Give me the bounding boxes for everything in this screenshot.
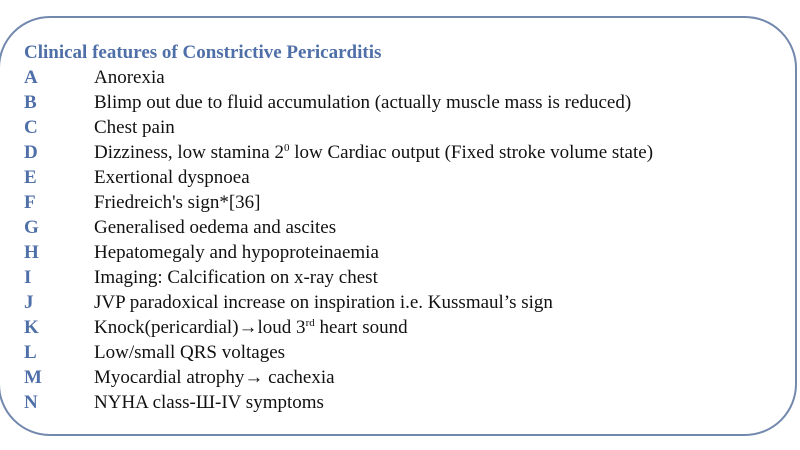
item-letter: F bbox=[24, 192, 36, 213]
item-text-after: low Cardiac output (Fixed stroke volume state) bbox=[289, 142, 654, 163]
item-text: Chest pain bbox=[94, 117, 175, 138]
item-text: Anorexia bbox=[94, 67, 165, 88]
item-text: Blimp out due to fluid accumulation (actually muscle mass is reduced) bbox=[94, 92, 632, 113]
list-item bbox=[24, 90, 653, 115]
item-letter: N bbox=[24, 392, 38, 413]
item-letter: M bbox=[24, 367, 42, 388]
item-letter: H bbox=[24, 242, 39, 263]
item-letter: L bbox=[24, 342, 37, 363]
item-text: Generalised oedema and ascites bbox=[94, 217, 337, 238]
item-text bbox=[94, 315, 408, 340]
item-text-after: heart sound bbox=[314, 317, 408, 338]
item-text: Exertional dyspnoea bbox=[94, 167, 250, 188]
feature-list-container bbox=[24, 40, 653, 415]
list-item bbox=[24, 65, 653, 90]
list-item bbox=[24, 115, 653, 140]
item-text: Friedreich's sign*[36] bbox=[94, 192, 261, 213]
item-letter: E bbox=[24, 167, 37, 188]
item-letter: D bbox=[24, 142, 38, 163]
item-text: JVP paradoxical increase on inspiration i.e. Kussmaul’s sign bbox=[94, 292, 553, 313]
list-item bbox=[24, 265, 653, 290]
item-text: NYHA class-Ш-IV symptoms bbox=[94, 392, 324, 413]
item-letter: A bbox=[24, 67, 38, 88]
item-text: Low/small QRS voltages bbox=[94, 342, 286, 363]
list-item bbox=[24, 240, 653, 265]
item-text: Hepatomegaly and hypoproteinaemia bbox=[94, 242, 379, 263]
item-text: Myocardial atrophy→ cachexia bbox=[94, 367, 335, 388]
item-letter: C bbox=[24, 117, 38, 138]
list-item bbox=[24, 340, 653, 365]
list-item bbox=[24, 215, 653, 240]
item-letter: G bbox=[24, 217, 39, 238]
list-title: Clinical features of Constrictive Pericarditis bbox=[24, 42, 382, 63]
list-item bbox=[24, 290, 653, 315]
list-item bbox=[24, 190, 653, 215]
item-superscript: rd bbox=[305, 317, 315, 329]
item-text-before: Dizziness, low stamina 2 bbox=[94, 142, 284, 163]
list-item bbox=[24, 365, 653, 390]
item-letter: J bbox=[24, 292, 34, 313]
item-letter: B bbox=[24, 92, 37, 113]
item-text-before: Knock(pericardial)→loud 3 bbox=[94, 317, 306, 338]
item-superscript: 0 bbox=[283, 142, 290, 154]
item-letter: K bbox=[24, 317, 39, 338]
list-item bbox=[24, 165, 653, 190]
item-text: Imaging: Calcification on x-ray chest bbox=[94, 267, 378, 288]
list-item bbox=[24, 315, 653, 340]
item-letter: I bbox=[24, 267, 32, 288]
list-item bbox=[24, 390, 653, 415]
item-text bbox=[94, 140, 653, 165]
list-item bbox=[24, 140, 653, 165]
